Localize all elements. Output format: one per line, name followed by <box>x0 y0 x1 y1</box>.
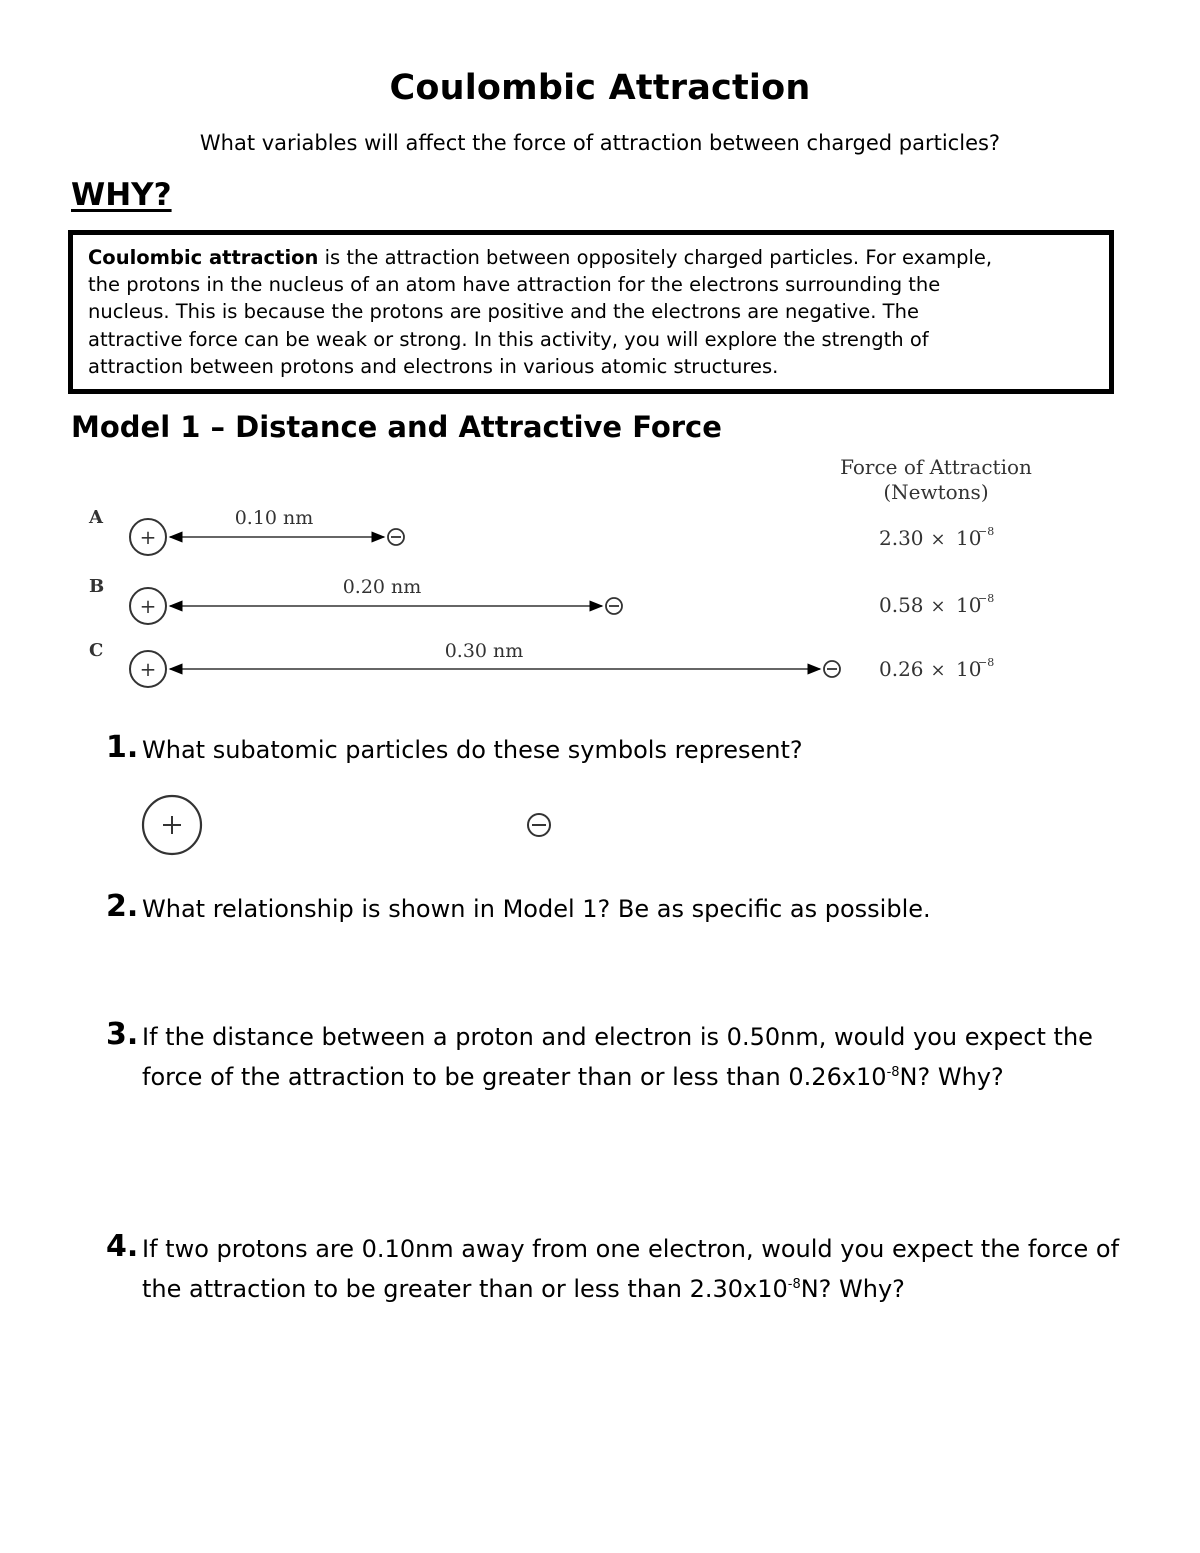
row-b-distance-label: 0.20 nm <box>342 576 422 598</box>
row-c-force-times: × <box>930 660 946 681</box>
force-header-line-1: Force of Attraction <box>840 455 1032 479</box>
row-a-label: A <box>89 507 103 528</box>
row-a-force-exponent: −8 <box>978 525 995 538</box>
question-2-text: What relationship is shown in Model 1? Be as specific as possible. <box>142 895 931 923</box>
why-line-5: attraction between protons and electrons in various atomic structures. <box>88 354 779 378</box>
why-info-box <box>68 230 1114 394</box>
question-4-exponent: -8 <box>787 1277 801 1292</box>
model-1-diagram <box>80 450 1040 700</box>
why-line-2: the protons in the nucleus of an atom have attraction for the electrons surrounding the <box>88 273 941 297</box>
question-3-text: If the distance between a proton and electron is 0.50nm, would you expect the force of the attraction to be greater than or less than $0.26x10^{-8}N$? Why? <box>142 1023 1093 1091</box>
row-a-distance-label: 0.10 nm <box>234 507 314 529</box>
row-c-force-mantissa: 0.26 <box>879 657 924 681</box>
why-line-1: Coulombic attraction is the attraction between oppositely charged particles. For example, <box>88 246 993 269</box>
row-c-force-exponent: −8 <box>978 656 995 669</box>
page-subtitle: What variables will affect the force of attraction between charged particles? <box>199 131 1001 155</box>
question-1-number: 1. <box>106 730 139 765</box>
row-a-force-mantissa: 2.30 <box>879 526 924 550</box>
why-line-4: attractive force can be weak or strong. In this activity, you will explore the strength of <box>88 327 929 351</box>
question-4-number: 4. <box>106 1229 139 1264</box>
row-c-proton-symbol: + <box>139 657 157 681</box>
symbols-diagram <box>140 792 570 862</box>
row-a-proton-symbol: + <box>139 525 157 549</box>
row-c-distance-label: 0.30 nm <box>444 640 524 662</box>
why-heading: WHY? <box>71 177 172 213</box>
question-3-exponent: -8 <box>886 1065 900 1080</box>
question-1-text: What subatomic particles do these symbols represent? <box>142 736 803 764</box>
row-a-force-times: × <box>930 529 946 550</box>
model-heading: Model 1 – Distance and Attractive Force <box>71 410 722 444</box>
row-c-label: C <box>89 640 104 661</box>
page-title: Coulombic Attraction <box>389 68 811 108</box>
question-3-number: 3. <box>106 1017 139 1052</box>
row-c-force-base: 10 <box>956 657 982 681</box>
row-b-force-exponent: −8 <box>978 592 995 605</box>
question-4-text: If two protons are 0.10nm away from one electron, would you expect the force of the attraction to be greater than or less than $2.30x10^{-8}N$? Why? <box>142 1235 1120 1303</box>
row-b-force-times: × <box>930 596 946 617</box>
force-header-line-2: (Newtons) <box>883 480 989 504</box>
model-1-figure <box>80 450 1040 700</box>
row-b-force-mantissa: 0.58 <box>879 593 924 617</box>
why-line-3: nucleus. This is because the protons are positive and the electrons are negative. The <box>88 300 919 324</box>
row-a-force-base: 10 <box>956 526 982 550</box>
question-1-symbols <box>140 792 570 862</box>
row-b-proton-symbol: + <box>139 594 157 618</box>
row-b-label: B <box>89 576 105 597</box>
row-b-force-base: 10 <box>956 593 982 617</box>
why-term: Coulombic attraction <box>88 246 319 269</box>
question-2-number: 2. <box>106 889 139 924</box>
